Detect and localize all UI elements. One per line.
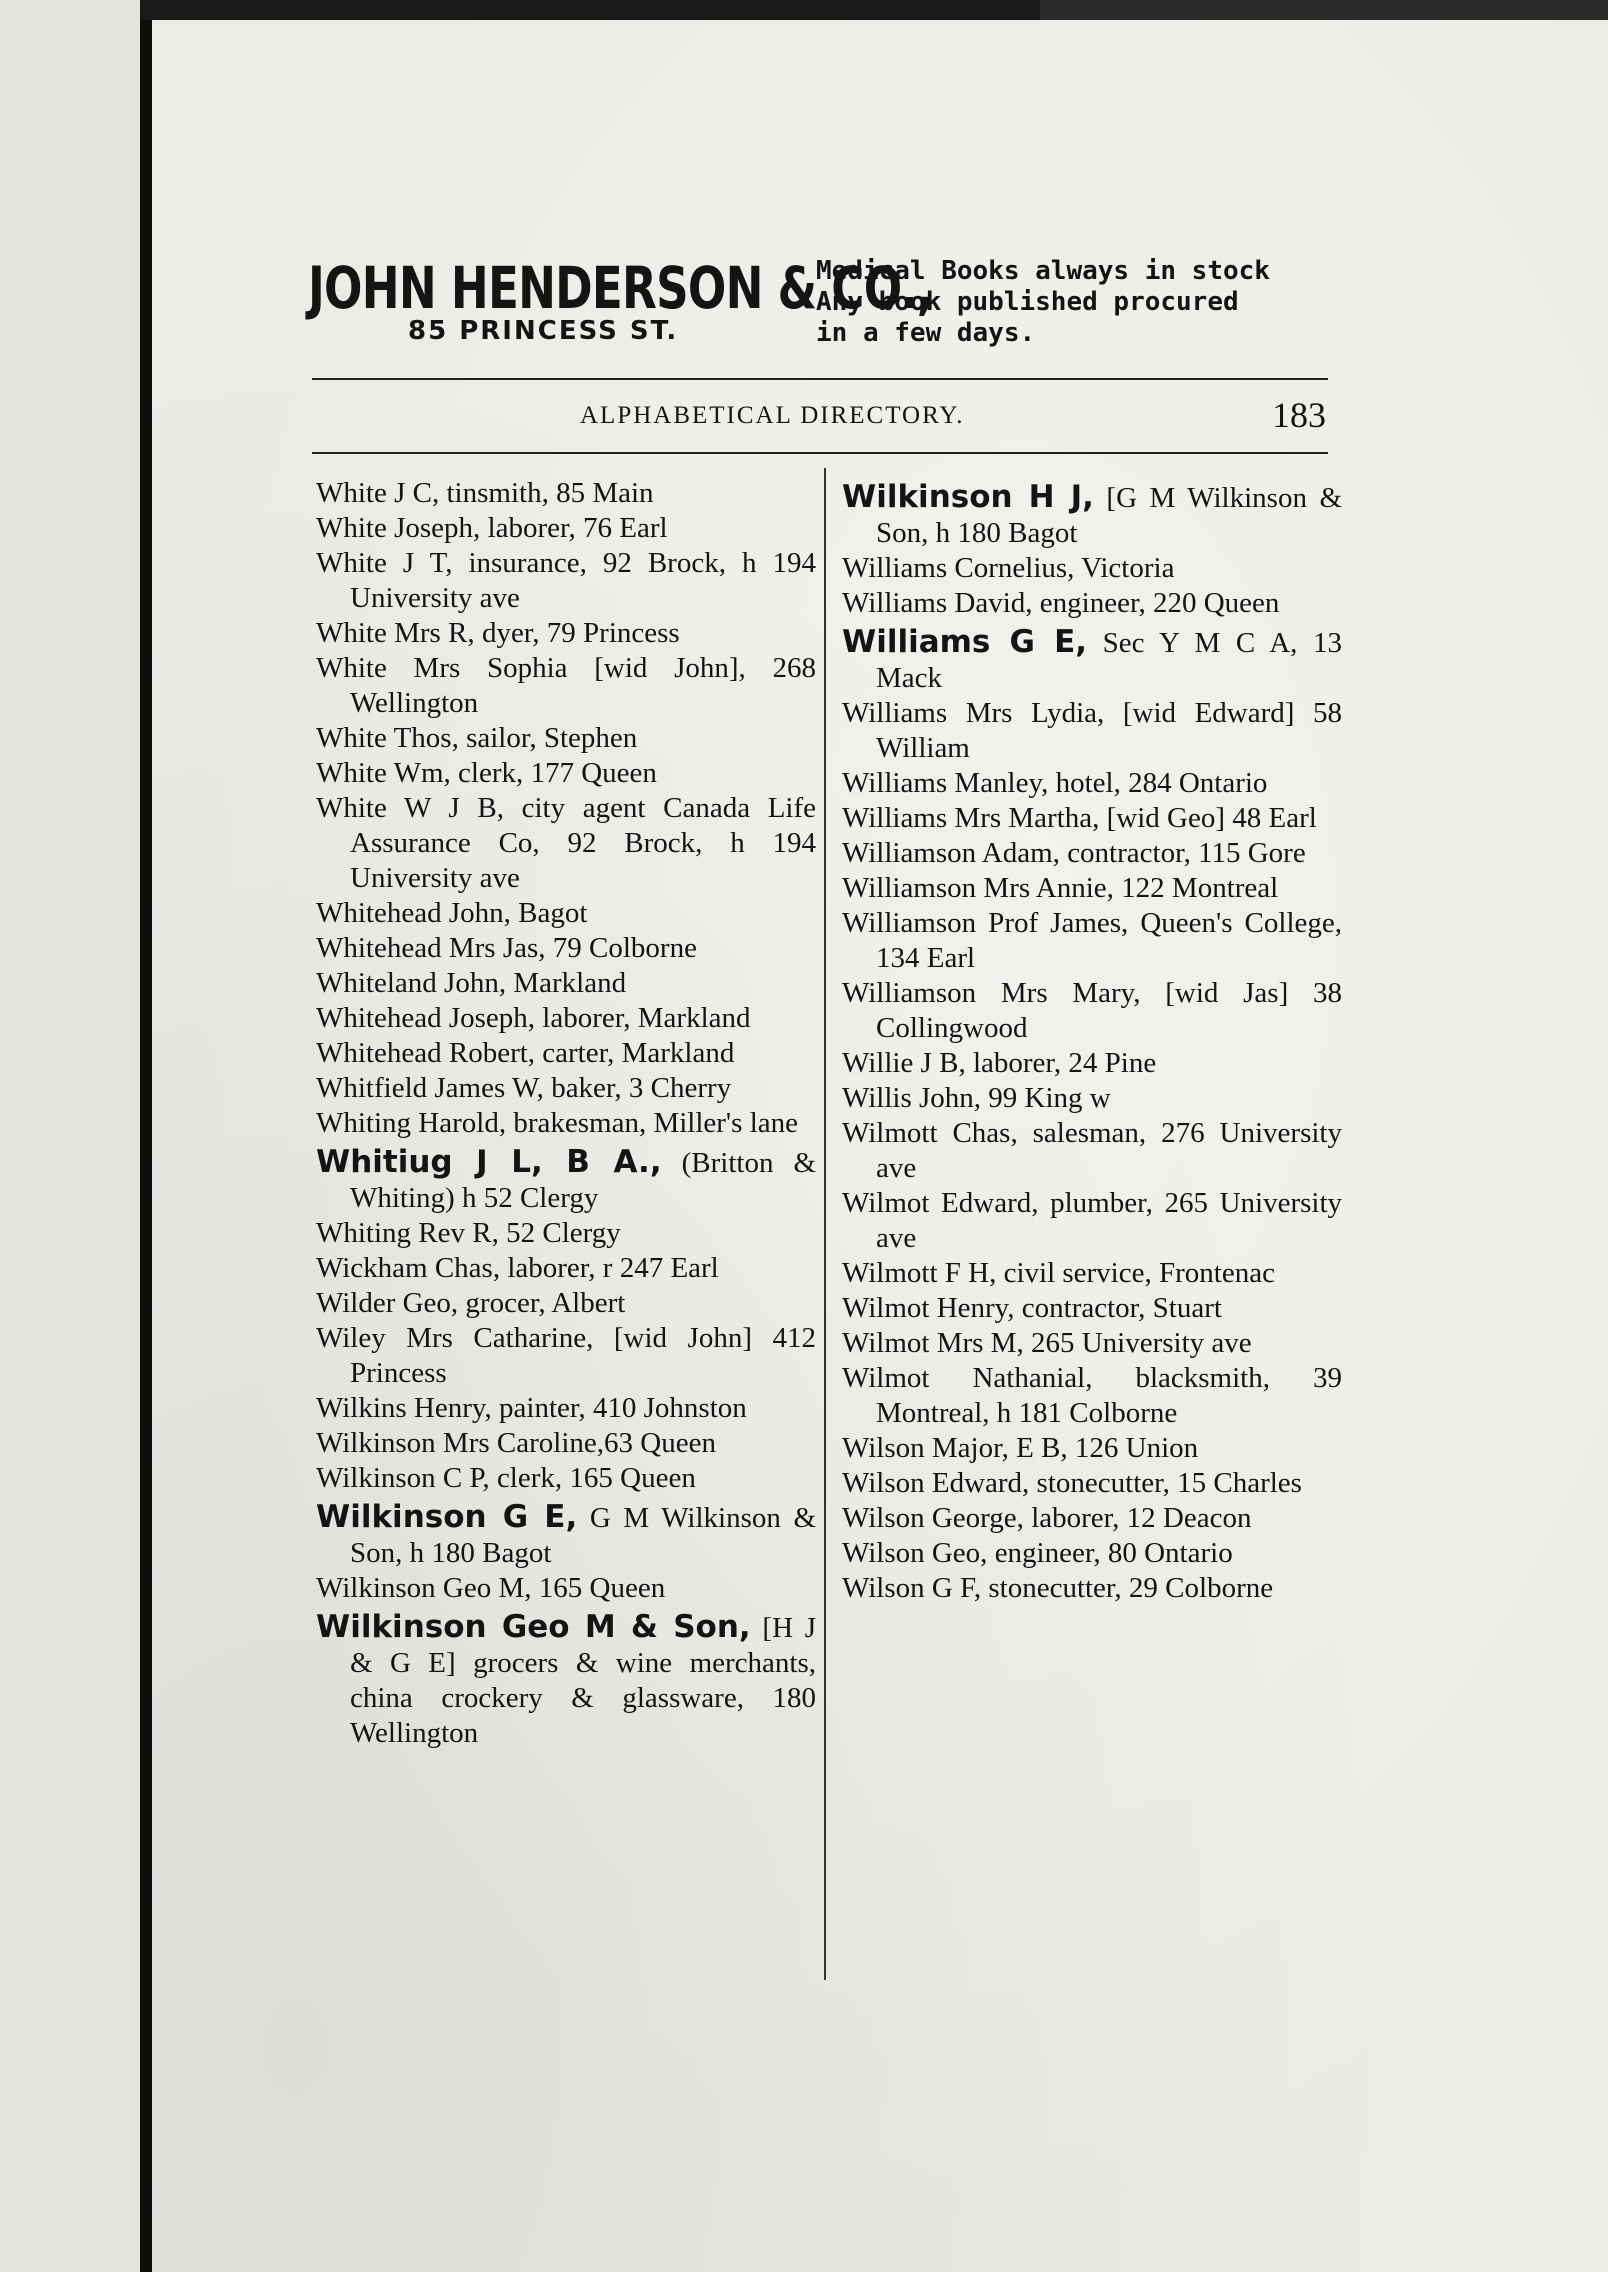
directory-entry xyxy=(842,696,1342,766)
directory-entry xyxy=(316,1036,816,1071)
entry-details: insurance, 92 Brock, h 194 University ave xyxy=(350,547,816,614)
entry-details: [G M Wilkinson & Son, h 180 Bagot xyxy=(876,482,1342,549)
entry-name: Williamson Prof James, xyxy=(842,907,1129,939)
entry-name: Williams G E, xyxy=(842,624,1088,660)
entry-name: Wilkinson Mrs Caroline, xyxy=(316,1427,605,1459)
ad-text xyxy=(816,256,1336,349)
directory-entry xyxy=(842,766,1342,801)
page-number: 183 xyxy=(1272,395,1326,435)
entry-name: Wilmot Mrs M, xyxy=(842,1327,1024,1359)
entry-name: Whiting Rev R, xyxy=(316,1217,499,1249)
directory-entry xyxy=(842,480,1342,551)
entry-details: tinsmith, 85 Main xyxy=(439,477,654,509)
ad-company-name: JOHN HENDERSON & CO., xyxy=(308,254,934,322)
directory-entry xyxy=(316,1286,816,1321)
directory-entry xyxy=(316,1071,816,1106)
directory-entry xyxy=(842,976,1342,1046)
entry-details: 99 King w xyxy=(981,1082,1111,1114)
entry-name: White Mrs Sophia xyxy=(316,652,568,684)
directory-entry xyxy=(842,1326,1342,1361)
entry-name: Williamson Mrs Mary, xyxy=(842,977,1141,1009)
entry-name: Whiteland John, xyxy=(316,967,507,999)
directory-entry xyxy=(842,906,1342,976)
entry-name: White W J B, xyxy=(316,792,504,824)
entry-details: blacksmith, 39 Montreal, h 181 Colborne xyxy=(876,1362,1343,1429)
directory-entry xyxy=(316,721,816,756)
entry-details: Markland xyxy=(506,967,627,999)
directory-entry xyxy=(842,625,1342,696)
entry-details: [wid Jas] 38 Collingwood xyxy=(876,977,1342,1044)
directory-entry xyxy=(316,1461,816,1496)
directory-entry xyxy=(842,836,1342,871)
directory-entry xyxy=(842,1081,1342,1116)
running-head: ALPHABETICAL DIRECTORY. xyxy=(580,402,965,429)
directory-entry xyxy=(842,1186,1342,1256)
directory-entry xyxy=(842,871,1342,906)
entry-details: 165 Queen xyxy=(531,1572,666,1604)
entry-details: [H J & G E] grocers & wine merchants, china crockery & glassware, 180 Wellington xyxy=(350,1612,817,1749)
entry-name: White J T, xyxy=(316,547,453,579)
entry-details: 79 Colborne xyxy=(545,932,697,964)
entry-details: [wid Edward] 58 William xyxy=(876,697,1342,764)
entry-name: White J C, xyxy=(316,477,440,509)
header-rule-top xyxy=(312,378,1328,380)
entry-name: Wilkinson H J, xyxy=(842,479,1094,515)
directory-entry xyxy=(316,511,816,546)
entry-details: 122 Montreal xyxy=(1113,872,1279,904)
entry-name: Wilmott F H, xyxy=(842,1257,997,1289)
directory-entry xyxy=(316,476,816,511)
entry-name: White Joseph, xyxy=(316,512,481,544)
directory-entry xyxy=(316,1426,816,1461)
entry-details: city agent Canada Life Assurance Co, 92 Brock, h 194 University ave xyxy=(350,792,817,894)
ad-address: 85 PRINCESS ST. xyxy=(408,316,679,346)
entry-details: Sec Y M C A, 13 Mack xyxy=(876,627,1342,694)
entry-details: Bagot xyxy=(510,897,588,929)
entry-details: 63 Queen xyxy=(604,1427,716,1459)
entry-details: laborer, 76 Earl xyxy=(480,512,668,544)
entry-details: baker, 3 Cherry xyxy=(543,1072,732,1104)
entry-details: carter, Markland xyxy=(535,1037,735,1069)
entry-details: E B, 126 Union xyxy=(1008,1432,1199,1464)
entry-name: Whiting Harold, xyxy=(316,1107,507,1139)
entry-name: Williams David, xyxy=(842,587,1033,619)
directory-entry xyxy=(316,791,816,896)
directory-entry xyxy=(316,1610,816,1751)
entry-details: painter, 410 Johnston xyxy=(491,1392,747,1424)
entry-details: [wid John], 268 Wellington xyxy=(350,652,816,719)
entry-details: stonecutter, 15 Charles xyxy=(1029,1467,1302,1499)
entry-details: plumber, 265 University ave xyxy=(876,1187,1343,1254)
directory-entry xyxy=(842,1536,1342,1571)
entry-name: Wilmot Henry, xyxy=(842,1292,1015,1324)
entry-details: contractor, Stuart xyxy=(1014,1292,1222,1324)
directory-entry xyxy=(316,966,816,1001)
ad-line: in a few days. xyxy=(816,318,1036,348)
entry-name: Whitehead John, xyxy=(316,897,511,929)
entry-name: Williams Mrs Lydia, xyxy=(842,697,1105,729)
entry-name: Williamson Mrs Annie, xyxy=(842,872,1114,904)
entry-name: White Wm, xyxy=(316,757,451,789)
entry-details: clerk, 165 Queen xyxy=(489,1462,696,1494)
directory-entry xyxy=(316,651,816,721)
directory-entry xyxy=(316,616,816,651)
entry-details: laborer, 24 Pine xyxy=(965,1047,1157,1079)
directory-entry xyxy=(316,1500,816,1571)
entry-name: Wilkins Henry, xyxy=(316,1392,492,1424)
entry-details: dyer, 79 Princess xyxy=(474,617,680,649)
entry-name: Williams Mrs Martha, xyxy=(842,802,1100,834)
directory-entry xyxy=(842,1501,1342,1536)
entry-details: grocer, Albert xyxy=(458,1287,626,1319)
entry-name: Williams Cornelius, xyxy=(842,552,1075,584)
entry-name: Williamson Adam, xyxy=(842,837,1060,869)
entry-name: Wilkinson Geo M, xyxy=(316,1572,532,1604)
directory-entry xyxy=(316,1571,816,1606)
directory-entry xyxy=(842,801,1342,836)
directory-entry xyxy=(316,1106,816,1141)
entry-name: Wiley Mrs Catharine, xyxy=(316,1322,594,1354)
entry-details: 265 University ave xyxy=(1023,1327,1252,1359)
entry-details: contractor, 115 Gore xyxy=(1059,837,1306,869)
directory-entry xyxy=(316,1391,816,1426)
directory-entry xyxy=(316,756,816,791)
directory-entry xyxy=(842,1046,1342,1081)
entry-details: [wid Geo] 48 Earl xyxy=(1099,802,1317,834)
entry-name: Wilmott Chas, xyxy=(842,1117,1018,1149)
entry-details: clerk, 177 Queen xyxy=(450,757,657,789)
advertisement-header xyxy=(308,254,1332,354)
entry-name: Wickham Chas, xyxy=(316,1252,501,1284)
directory-entry xyxy=(316,1321,816,1391)
directory-entry xyxy=(842,586,1342,621)
entry-details: stonecutter, 29 Colborne xyxy=(981,1572,1274,1604)
column-divider xyxy=(824,468,826,1980)
entry-details: [wid John] 412 Princess xyxy=(350,1322,816,1389)
entry-name: Wilson Major, xyxy=(842,1432,1009,1464)
entry-details: laborer, 12 Deacon xyxy=(1023,1502,1252,1534)
entry-name: Wilkinson G E, xyxy=(316,1499,578,1535)
entry-name: Willis John, xyxy=(842,1082,982,1114)
directory-entry xyxy=(842,1431,1342,1466)
directory-entry xyxy=(316,1145,816,1216)
entry-details: engineer, 220 Queen xyxy=(1032,587,1280,619)
directory-entry xyxy=(316,931,816,966)
entry-details: laborer, r 247 Earl xyxy=(500,1252,719,1284)
directory-entry xyxy=(316,1001,816,1036)
right-column xyxy=(842,476,1342,1606)
entry-name: Whitehead Mrs Jas, xyxy=(316,932,546,964)
entry-details: G M Wilkinson & Son, h 180 Bagot xyxy=(350,1502,816,1569)
entry-name: Wilson Geo, xyxy=(842,1537,988,1569)
header-rule-bottom xyxy=(312,452,1328,454)
directory-entry xyxy=(842,1256,1342,1291)
entry-details: engineer, 80 Ontario xyxy=(987,1537,1233,1569)
directory-entry xyxy=(842,1116,1342,1186)
entry-name: White Thos, xyxy=(316,722,459,754)
directory-entry xyxy=(316,1216,816,1251)
entry-details: hotel, 284 Ontario xyxy=(1048,767,1268,799)
book-spine xyxy=(140,20,152,2272)
entry-name: White Mrs R, xyxy=(316,617,475,649)
entry-name: Wilkinson C P, xyxy=(316,1462,490,1494)
entry-name: Wilder Geo, xyxy=(316,1287,459,1319)
directory-entry xyxy=(842,551,1342,586)
entry-details: 52 Clergy xyxy=(498,1217,621,1249)
entry-details: civil service, Frontenac xyxy=(996,1257,1275,1289)
entry-name: Wilson Edward, xyxy=(842,1467,1030,1499)
entry-name: Whitehead Robert, xyxy=(316,1037,536,1069)
directory-entry xyxy=(316,1251,816,1286)
directory-entry xyxy=(316,546,816,616)
entry-name: Williams Manley, xyxy=(842,767,1049,799)
entry-name: Wilkinson Geo M & Son, xyxy=(316,1609,751,1645)
entry-details: laborer, Markland xyxy=(535,1002,751,1034)
ad-line: Medical Books always in stock xyxy=(816,256,1270,286)
directory-entry xyxy=(316,896,816,931)
entry-name: Wilmot Edward, xyxy=(842,1187,1039,1219)
directory-entry xyxy=(842,1291,1342,1326)
directory-entry xyxy=(842,1361,1342,1431)
entry-details: brakesman, Miller's lane xyxy=(506,1107,798,1139)
entry-name: Wilson G F, xyxy=(842,1572,982,1604)
ad-line: Any book published procured xyxy=(816,287,1239,317)
entry-name: Willie J B, xyxy=(842,1047,966,1079)
entry-name: Whitiug J L, B A., xyxy=(316,1144,662,1180)
directory-entry xyxy=(842,1571,1342,1606)
facing-page-edge xyxy=(0,0,140,2272)
left-column xyxy=(316,476,816,1751)
entry-name: Wilson George, xyxy=(842,1502,1024,1534)
entry-name: Whitfield James W, xyxy=(316,1072,544,1104)
entry-name: Whitehead Joseph, xyxy=(316,1002,536,1034)
directory-entry xyxy=(842,1466,1342,1501)
entry-details: salesman, 276 University ave xyxy=(876,1117,1342,1184)
entry-details: (Britton & Whiting) h 52 Clergy xyxy=(350,1147,817,1214)
entry-details: sailor, Stephen xyxy=(458,722,638,754)
entry-details: Victoria xyxy=(1074,552,1175,584)
entry-details: Queen's College, 134 Earl xyxy=(876,907,1342,974)
entry-name: Wilmot Nathanial, xyxy=(842,1362,1093,1394)
